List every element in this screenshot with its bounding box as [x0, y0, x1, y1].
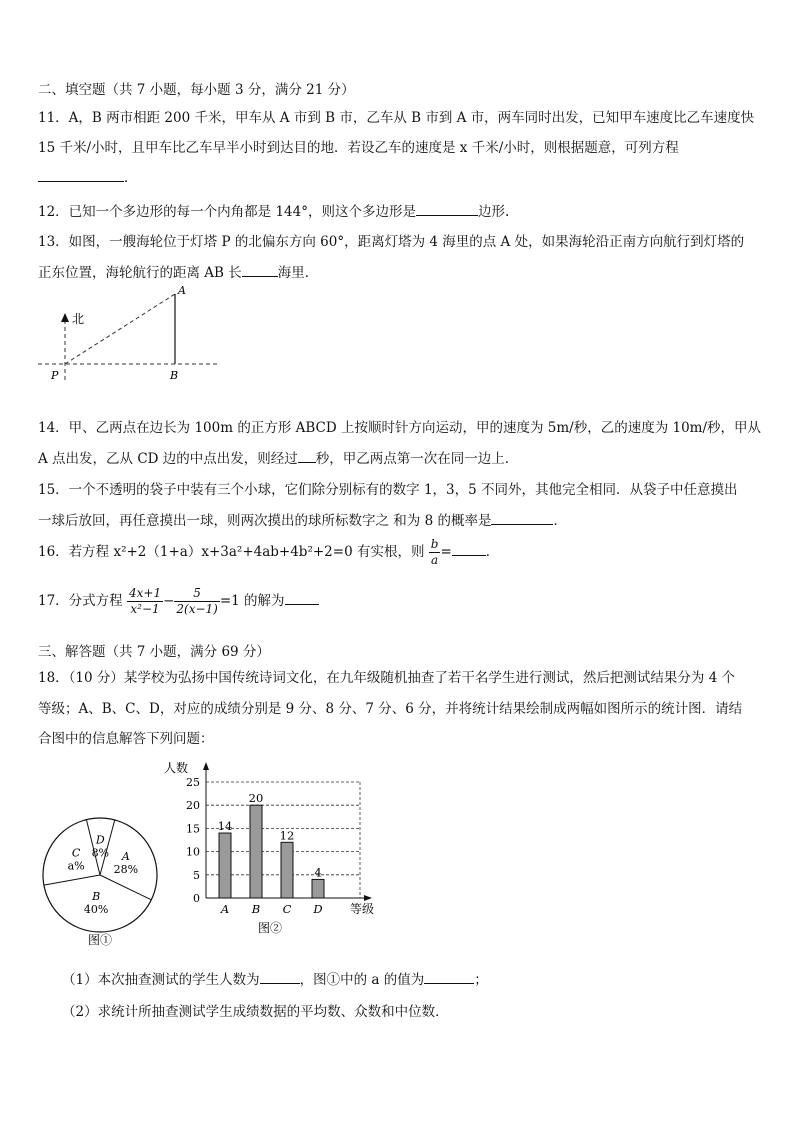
- q15-text: 一球后放回，再任意摸出一球，则两次摸出的球所标数字之 和为 8 的概率是: [38, 513, 492, 529]
- q18-line3: 合图中的信息解答下列问题：: [38, 731, 214, 747]
- q13-label-P: P: [51, 369, 59, 382]
- pie-value-B: 40%: [83, 903, 109, 917]
- q12-end: 边形.: [478, 204, 510, 220]
- q11-end: ．: [124, 170, 138, 186]
- bar-ytick-label: 25: [186, 776, 200, 789]
- q14-line1: 14．甲、乙两点在边长为 100m 的正方形 ABCD 上按顺时针方向运动，甲的速度为 5m/秒，乙的速度为 10m/秒，甲从: [38, 420, 762, 436]
- q13-line1: 13．如图，一艘海轮位于灯塔 P 的北偏东方向 60°，距离灯塔为 4 海里的点 A 处，如果海轮沿正南方向航行到灯塔的: [38, 234, 745, 250]
- section-3-heading: 三、解答题（共 7 小题，满分 69 分）: [38, 644, 270, 660]
- q13-north-label: 北: [72, 312, 85, 326]
- pie-divider-3: [44, 875, 100, 885]
- pie-divider-2: [100, 875, 151, 900]
- bar-category-label-C: C: [282, 902, 292, 916]
- q13-label-A: A: [178, 284, 186, 297]
- q11-line1: 11．A，B 两市相距 200 千米，甲车从 A 市到 B 市，乙车从 B 市到 A 市，两车同时出发，已知甲车速度比乙车速度快: [38, 110, 755, 126]
- q16-blank[interactable]: [452, 541, 486, 556]
- q13-blank[interactable]: [242, 262, 278, 277]
- section-2-heading: 二、填空题（共 7 小题，每小题 3 分，满分 21 分）: [38, 82, 355, 98]
- q13-line-PA: [65, 294, 175, 364]
- bar-ylabel: 人数: [164, 761, 189, 775]
- q13-line2: [38, 261, 318, 281]
- q11-line2: 15 千米/小时，且甲车比乙车早半小时到达目的地．若设乙车的速度是 x 千米/小时，则根据题意，可列方程: [38, 140, 679, 156]
- q16-frac-num: b: [430, 537, 439, 551]
- bar-A: [219, 833, 231, 898]
- q16: [38, 537, 499, 568]
- pie-label-C: C: [71, 846, 81, 860]
- pie-value-C: a%: [67, 859, 85, 873]
- q17-f1-den: x²−1: [130, 602, 160, 616]
- bar-D: [312, 879, 324, 898]
- q17-text: 17．分式方程: [38, 593, 123, 609]
- q18-sub1-blank-1[interactable]: [260, 969, 300, 984]
- q18-sub1: [62, 968, 488, 988]
- q13-figure: [36, 280, 226, 390]
- q16-fraction: [429, 537, 441, 568]
- pie-value-D: 8%: [91, 846, 110, 860]
- bar-value-label-A: 14: [217, 819, 233, 834]
- bar-ytick-label: 20: [186, 799, 200, 813]
- q17-minus: −: [163, 593, 175, 609]
- q11-blank[interactable]: [38, 167, 124, 182]
- q14-blank[interactable]: [298, 448, 316, 463]
- bar-ytick-label: 0: [193, 892, 200, 905]
- q12-text: 12．已知一个多边形的每一个内角都是 144°，则这个多边形是: [38, 204, 416, 220]
- bar-category-label-D: D: [313, 902, 323, 916]
- q16-end: ．: [485, 544, 500, 560]
- bar-chart: [164, 756, 385, 936]
- q15-line1: 15．一个不透明的袋子中装有三个小球，它们除分别标有的数字 1，3，5 不同外，其他完全相同．从袋子中任意摸出: [38, 482, 738, 498]
- q16-text: 16．若方程 x²+2（1+a）x+3a²+4ab+4b²+2=0 有实根，则: [38, 544, 425, 560]
- bar-B: [250, 805, 262, 898]
- q14-line2: [38, 447, 518, 467]
- q17-f1-num: 4x+1: [128, 586, 162, 600]
- q13-end: 海里．: [277, 265, 319, 281]
- q18-sub1-text-a: （1）本次抽查测试的学生人数为: [62, 972, 260, 988]
- bar-y-arrow: [203, 762, 209, 770]
- bar-category-label-B: B: [251, 902, 261, 916]
- q17-fraction-1: [127, 586, 163, 617]
- pie-label-B: B: [92, 890, 101, 904]
- q17-f2-num: 5: [174, 586, 219, 602]
- q17-f2-den: 2(x−1): [176, 602, 218, 616]
- q15-line2: [38, 509, 567, 529]
- pie-label-D: D: [95, 833, 105, 847]
- q12-blank[interactable]: [416, 201, 478, 216]
- bar-value-label-D: 4: [314, 865, 322, 880]
- q13-label-B: B: [170, 369, 179, 382]
- q11-answer-line: [38, 166, 138, 186]
- q15-end: ．: [553, 513, 567, 529]
- q14-text: A 点出发，乙从 CD 边的中点出发，则经过: [38, 451, 298, 467]
- q17: [38, 586, 319, 617]
- q16-eq: =: [440, 544, 452, 560]
- pie-label-A: A: [121, 850, 130, 864]
- q18-sub1-text-c: ；: [474, 972, 488, 988]
- bar-xlabel: 等级: [350, 902, 375, 916]
- q13-text: 正东位置，海轮航行的距离 AB 长: [38, 265, 242, 281]
- q12: [38, 200, 509, 220]
- bar-ytick-label: 5: [193, 868, 200, 882]
- q18-sub1-blank-2[interactable]: [424, 969, 474, 984]
- q17-blank[interactable]: [285, 590, 319, 605]
- pie-chart: [30, 808, 170, 950]
- q18-line2: 等级；A、B、C、D，对应的成绩分别是 9 分、8 分、7 分、6 分，并将统计结果绘制成两幅如图所示的统计图．请结: [38, 701, 743, 717]
- q13-north-arrow: [61, 313, 69, 322]
- bar-ytick-label: 10: [186, 845, 200, 859]
- bar-ytick-label: 15: [186, 822, 200, 836]
- bar-value-label-B: 20: [248, 791, 264, 806]
- q18-sub1-text-b: ，图①中的 a 的值为: [299, 972, 425, 988]
- bar-value-label-C: 12: [279, 828, 295, 843]
- q18-line1: 18．（10 分）某学校为弘扬中国传统诗词文化，在九年级随机抽查了若干名学生进行测试，然后把测试结果分为 4 个: [38, 670, 736, 686]
- bar-title: 图②: [257, 921, 283, 935]
- q17-fraction-2: [174, 586, 219, 617]
- pie-title: 图①: [87, 933, 113, 947]
- q17-eq: =1 的解为: [219, 593, 285, 609]
- bar-x-arrow: [364, 895, 372, 901]
- q16-frac-den: a: [431, 553, 439, 567]
- q14-end: 秒，甲乙两点第一次在同一边上．: [315, 451, 519, 467]
- q18-sub2: （2）求统计所抽查测试学生成绩数据的平均数、众数和中位数．: [62, 1004, 449, 1020]
- bar-category-label-A: A: [220, 902, 230, 916]
- pie-value-A: 28%: [113, 863, 139, 877]
- q15-blank[interactable]: [491, 510, 553, 525]
- bar-C: [281, 842, 293, 898]
